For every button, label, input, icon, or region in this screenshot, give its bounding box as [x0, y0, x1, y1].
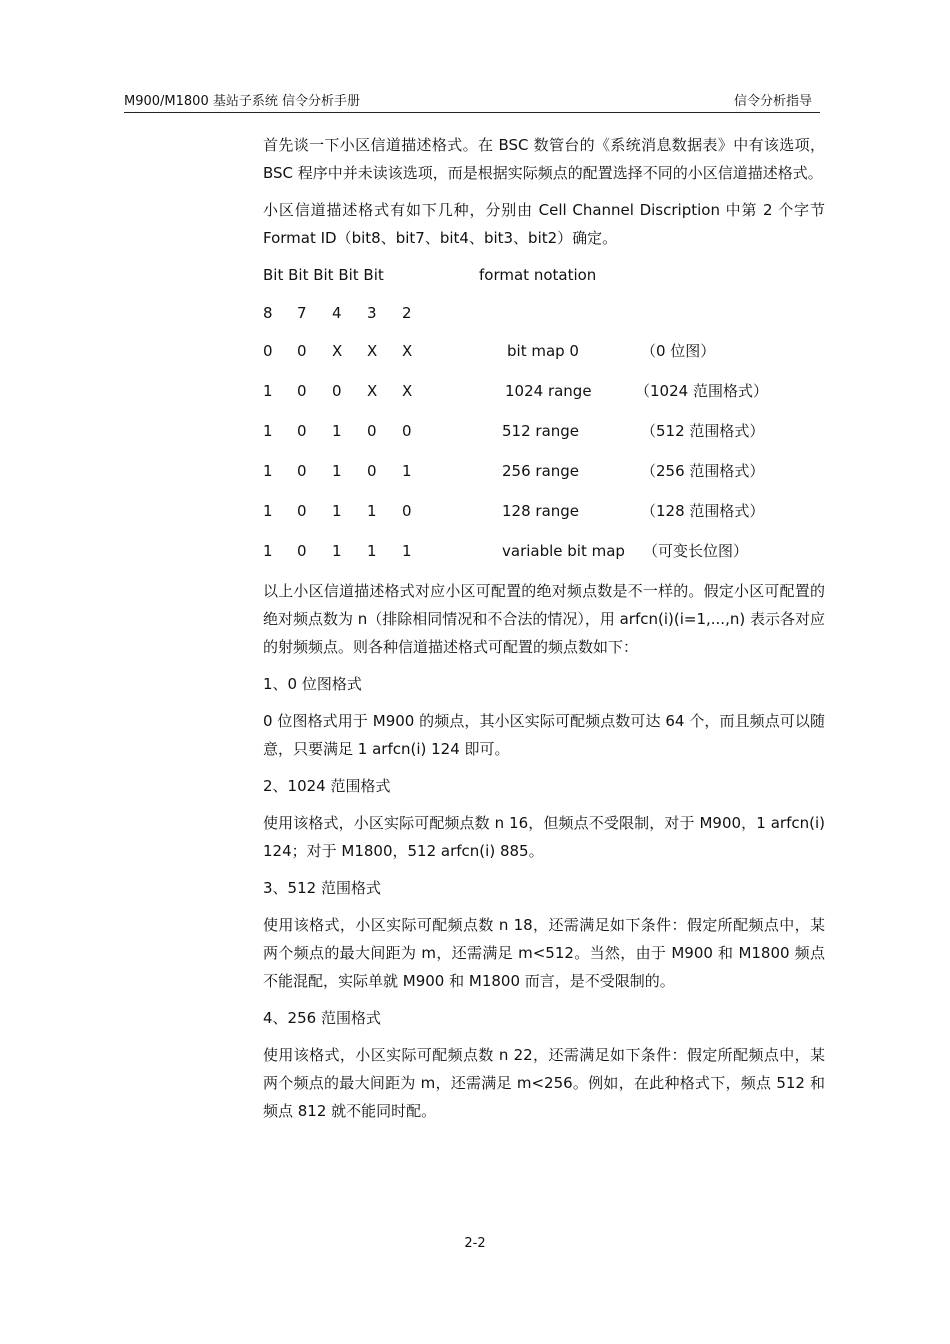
- format-cn: （512 范围格式）: [641, 422, 765, 440]
- bit-cell: 1: [263, 422, 273, 440]
- table-row: [263, 497, 825, 537]
- section-heading: 1、0 位图格式: [263, 675, 362, 693]
- page-body: [263, 131, 825, 1134]
- format-cn: （可变长位图）: [643, 542, 749, 560]
- format-name: 128 range: [502, 502, 580, 520]
- section-heading: 2、1024 范围格式: [263, 777, 391, 795]
- table-row: [263, 337, 825, 377]
- format-name: 512 range: [502, 422, 580, 440]
- bit-cell: 0: [297, 422, 307, 440]
- format-name: variable bit map: [502, 542, 625, 560]
- paragraph: 使用该格式，小区实际可配频点数 n 18，还需满足如下条件：假定所配频点中，某两个频点的最大间距为 m，还需满足 m<512。当然，由于 M900 和 M1800 频点不能混配，实际单就 M900 和 M1800 而言，是不受限制的。: [263, 916, 825, 990]
- bit-cell: 0: [297, 542, 307, 560]
- bit-number: 7: [297, 304, 307, 322]
- format-name: 1024 range: [505, 382, 592, 400]
- bit-cell: 1: [402, 462, 412, 480]
- bit-cell: 1: [263, 502, 273, 520]
- paragraph: 以上小区信道描述格式对应小区可配置的绝对频点数是不一样的。假定小区可配置的绝对频点数为 n（排除相同情况和不合法的情况），用 arfcn(i)(i=1,...,n) 表示各对应的射频频点。则各种信道描述格式可配置的频点数如下：: [263, 582, 825, 656]
- bit-cell: 0: [402, 422, 412, 440]
- header-bits: Bit Bit Bit Bit Bit: [263, 266, 384, 284]
- bit-number: 4: [332, 304, 342, 322]
- paragraph: 小区信道描述格式有如下几种，分别由 Cell Channel Discription 中第 2 个字节 Format ID（bit8、bit7、bit4、bit3、bit2）确定。: [263, 201, 825, 247]
- bit-cell: 0: [367, 422, 377, 440]
- table-header-row: [263, 261, 825, 299]
- header-title: M900/M1800 基站子系统 信令分析手册: [124, 94, 360, 109]
- bit-cell: 0: [297, 462, 307, 480]
- table-row: [263, 457, 825, 497]
- table-row: [263, 537, 825, 577]
- format-name: bit map 0: [507, 342, 579, 360]
- bit-number-row: [263, 299, 825, 337]
- page-header: [124, 92, 820, 113]
- format-cn: （128 范围格式）: [641, 502, 765, 520]
- section-heading: 3、512 范围格式: [263, 879, 381, 897]
- bit-cell: X: [367, 342, 378, 360]
- format-cn: （256 范围格式）: [641, 462, 765, 480]
- bit-cell: 1: [332, 462, 342, 480]
- paragraph: 首先谈一下小区信道描述格式。在 BSC 数管台的《系统消息数据表》中有该选项，BSC 程序中并未读该选项，而是根据实际频点的配置选择不同的小区信道描述格式。: [263, 136, 825, 182]
- page-number: 2-2: [464, 1236, 486, 1251]
- bit-number: 2: [402, 304, 412, 322]
- bit-cell: 1: [263, 382, 273, 400]
- table-row: [263, 377, 825, 417]
- paragraph: 使用该格式，小区实际可配频点数 n 22，还需满足如下条件：假定所配频点中，某两个频点的最大间距为 m，还需满足 m<256。例如，在此种格式下，频点 512 和频点 812 就不能同时配。: [263, 1046, 825, 1120]
- bit-number: 3: [367, 304, 377, 322]
- table-row: [263, 417, 825, 457]
- bit-cell: X: [367, 382, 378, 400]
- format-cn: （0 位图）: [641, 342, 716, 360]
- bit-cell: 1: [332, 542, 342, 560]
- bit-cell: 1: [263, 462, 273, 480]
- format-cn: （1024 范围格式）: [635, 382, 768, 400]
- bit-cell: X: [402, 342, 413, 360]
- bit-number: 8: [263, 304, 273, 322]
- bit-cell: 1: [367, 542, 377, 560]
- paragraph: 0 位图格式用于 M900 的频点，其小区实际可配频点数可达 64 个，而且频点可以随意，只要满足 1 arfcn(i) 124 即可。: [263, 712, 825, 758]
- paragraph: 使用该格式，小区实际可配频点数 n 16，但频点不受限制，对于 M900，1 arfcn(i) 124；对于 M1800，512 arfcn(i) 885。: [263, 814, 825, 860]
- format-name: 256 range: [502, 462, 580, 480]
- bit-cell: 1: [332, 502, 342, 520]
- bit-cell: 0: [332, 382, 342, 400]
- header-format: format notation: [479, 266, 597, 284]
- bit-cell: 0: [263, 342, 273, 360]
- bit-cell: 1: [263, 542, 273, 560]
- bit-cell: 0: [402, 502, 412, 520]
- section-heading: 4、256 范围格式: [263, 1009, 381, 1027]
- bit-cell: 1: [332, 422, 342, 440]
- format-id-table: [263, 261, 825, 577]
- bit-cell: 0: [297, 342, 307, 360]
- bit-cell: 0: [297, 502, 307, 520]
- bit-cell: 1: [402, 542, 412, 560]
- bit-cell: X: [332, 342, 343, 360]
- bit-cell: 0: [297, 382, 307, 400]
- header-section: 信令分析指导: [733, 94, 812, 109]
- bit-cell: X: [402, 382, 413, 400]
- bit-cell: 1: [367, 502, 377, 520]
- bit-cell: 0: [367, 462, 377, 480]
